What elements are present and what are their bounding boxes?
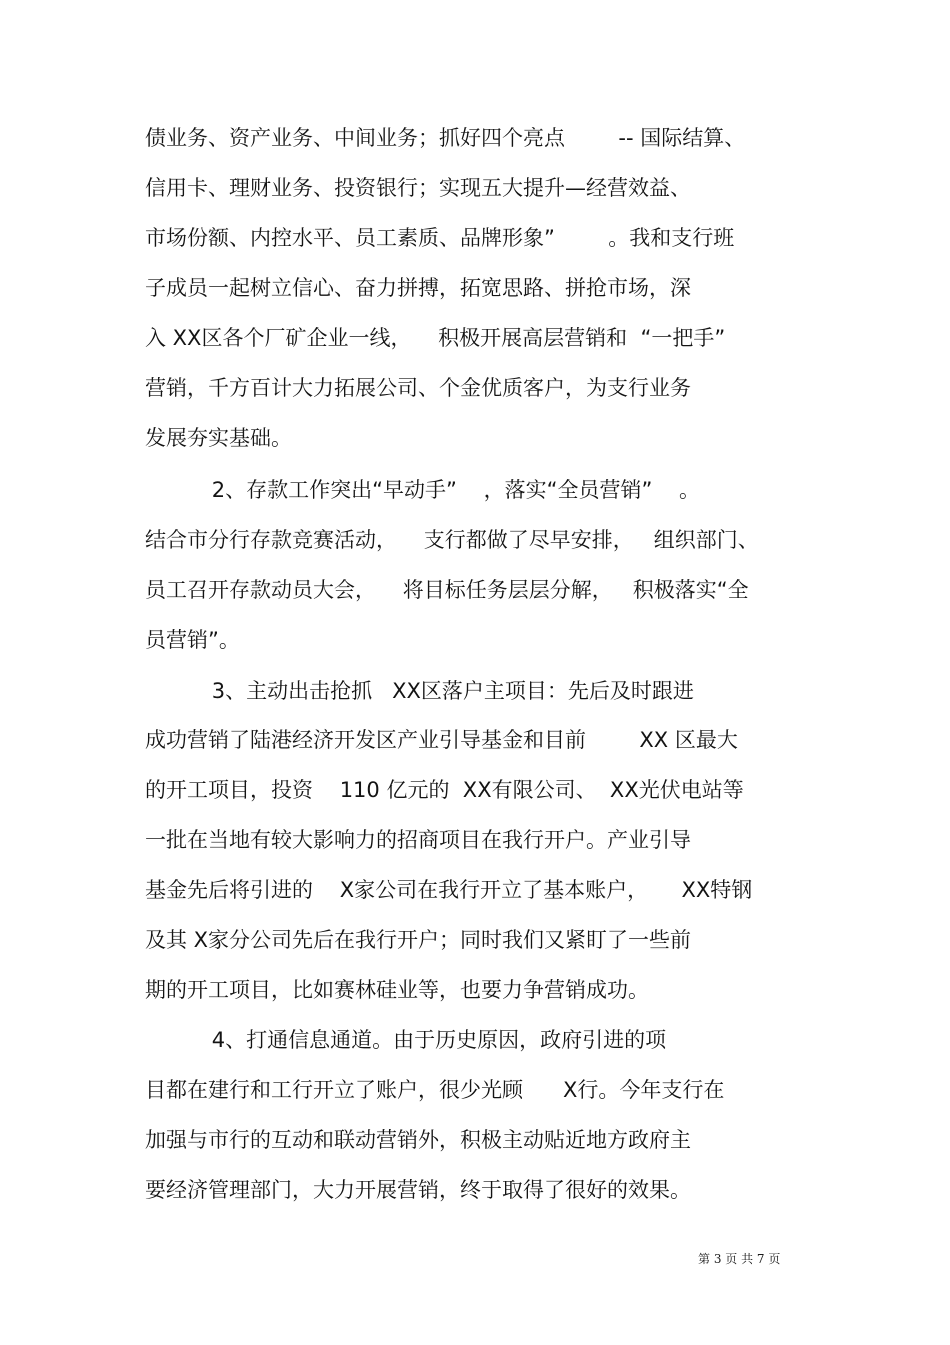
paragraph-line: 3、主动出击抢抓 XX区落户主项目：先后及时跟进 — [145, 679, 694, 703]
paragraph-line: 成功营销了陆港经济开发区产业引导基金和目前 XX 区最大 — [145, 728, 738, 752]
paragraph-line: 债业务、资产业务、中间业务；抓好四个亮点 -- 国际结算、 — [145, 126, 746, 150]
paragraph-line: 2、存款工作突出“早动手” ，落实“全员营销” 。 — [145, 478, 701, 502]
paragraph-line: 子成员一起树立信心、奋力拼搏，拓宽思路、拼抢市场，深 — [145, 276, 691, 300]
paragraph-line: 结合市分行存款竞赛活动， 支行都做了尽早安排， 组织部门、 — [145, 528, 759, 552]
paragraph-line: 员工召开存款动员大会， 将目标任务层层分解， 积极落实“全 — [145, 578, 749, 602]
paragraph-line: 期的开工项目，比如赛林硅业等，也要力争营销成功。 — [145, 978, 649, 1002]
paragraph-line: 市场份额、内控水平、员工素质、品牌形象” 。我和支行班 — [145, 226, 735, 250]
page-number-footer: 第 3 页 共 7 页 — [698, 1252, 781, 1266]
paragraph-line: 基金先后将引进的 X家公司在我行开立了基本账户， XX特钢 — [145, 878, 753, 902]
paragraph-line: 4、打通信息通道。由于历史原因，政府引进的项 — [145, 1028, 667, 1052]
paragraph-line: 目都在建行和工行开立了账户，很少光顾 X行。今年支行在 — [145, 1078, 725, 1102]
paragraph-line: 信用卡、理财业务、投资银行；实现五大提升—经营效益、 — [145, 176, 691, 200]
paragraph-line: 加强与市行的互动和联动营销外，积极主动贴近地方政府主 — [145, 1128, 691, 1152]
paragraph-line: 发展夯实基础。 — [145, 426, 292, 450]
paragraph-line: 入 XX区各个厂矿企业一线， 积极开展高层营销和 “一把手” — [145, 326, 726, 350]
paragraph-line: 营销，千方百计大力拓展公司、个金优质客户，为支行业务 — [145, 376, 691, 400]
paragraph-line: 一批在当地有较大影响力的招商项目在我行开户。产业引导 — [145, 828, 691, 852]
paragraph-line: 的开工项目，投资 110 亿元的 XX有限公司、 XX光伏电站等 — [145, 778, 744, 802]
paragraph-line: 要经济管理部门，大力开展营销，终于取得了很好的效果。 — [145, 1178, 691, 1202]
paragraph-line: 及其 X家分公司先后在我行开户；同时我们又紧盯了一些前 — [145, 928, 692, 952]
paragraph-line: 员营销”。 — [145, 628, 240, 652]
